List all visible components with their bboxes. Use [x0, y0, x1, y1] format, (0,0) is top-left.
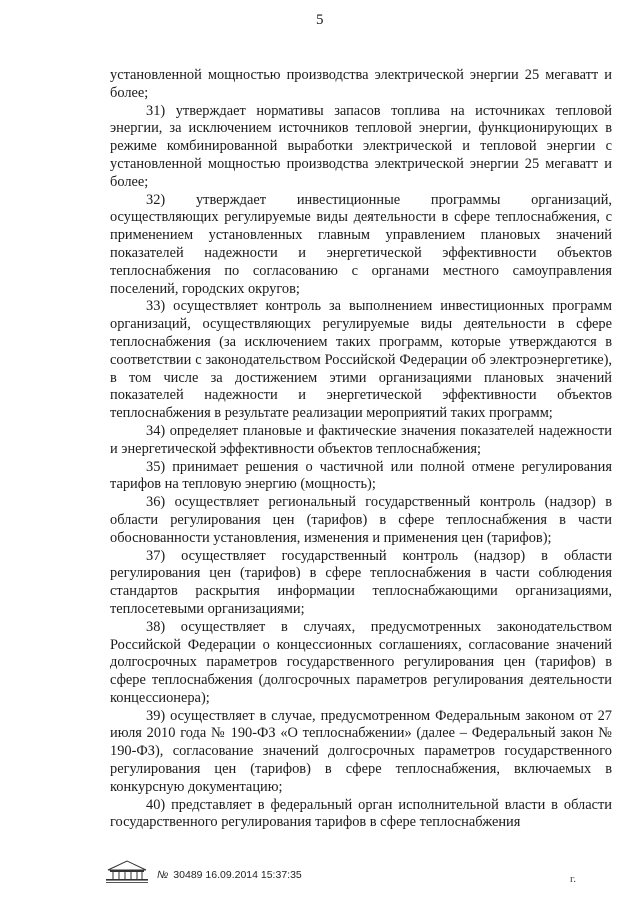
- list-item-33: 33) осуществляет контроль за выполнением инвестиционных программ организаций, осуществляющих регулируемые виды деятельности в сфере теплоснабжения (за исключением таких программ, которые утверждаются в соответствии с законодательством Российской Федерации об электроэнергетике), в том числе за достижением этими организациями плановых значений показателей надежности и энергетической эффективности объектов теплоснабжения в результате реализации мероприятий таких программ;: [110, 298, 612, 422]
- handwritten-mark: г.: [570, 873, 577, 885]
- registration-text: 30489 16.09.2014 15:37:35: [173, 869, 302, 881]
- government-building-logo-icon: [102, 857, 152, 890]
- list-item-37: 37) осуществляет государственный контроль (надзор) в области регулирования цен (тарифов) в сфере теплоснабжения в части соблюдения стандартов раскрытия информации теплоснабжающими организациями, теплосетевыми организациями;: [110, 547, 612, 617]
- list-item-31: 31) утверждает нормативы запасов топлива на источниках тепловой энергии, за исключением источников тепловой энергии, функционирующих в режиме комбинированной выработки электрической и тепловой энергии с установленной мощностью производства электрической энергии 25 мегаватт и более;: [110, 102, 612, 190]
- document-body: [110, 67, 612, 832]
- list-item-36: 36) осуществляет региональный государственный контроль (надзор) в области регулирования цен (тарифов) в сфере теплоснабжения в части обоснованности установления, изменения и применения цен (тарифов);: [110, 494, 612, 546]
- list-item-38: 38) осуществляет в случаях, предусмотренных законодательством Российской Федерации о концессионных соглашениях, согласование значений долгосрочных параметров государственного регулирования цен (тарифов) в сфере теплоснабжения (долгосрочных параметров регулирования деятельности концессионера);: [110, 618, 612, 706]
- list-item-32: 32) утверждает инвестиционные программы организаций, осуществляющих регулируемые виды деятельности в сфере теплоснабжения, с применением установленных главным управлением плановых значений показателей надежности и энергетической эффективности объектов теплоснабжения по согласованию с органами местного самоуправления поселений, городских округов;: [110, 191, 612, 297]
- list-item-39: 39) осуществляет в случае, предусмотренном Федеральным законом от 27 июля 2010 года № 190-ФЗ «О теплоснабжении» (далее – Федеральный закон № 190-ФЗ), согласование значений долгосрочных параметров государственного регулирования цен (тарифов) в сфере теплоснабжения, включаемых в конкурсную документацию;: [110, 707, 612, 795]
- page-footer: [102, 857, 622, 897]
- registration-stamp: [157, 869, 302, 881]
- list-item-34: 34) определяет плановые и фактические значения показателей надежности и энергетической эффективности объектов теплоснабжения;: [110, 422, 612, 457]
- paragraph-continuation: установленной мощностью производства электрической энергии 25 мегаватт и более;: [110, 67, 612, 101]
- page-number: 5: [316, 12, 324, 28]
- list-item-40: 40) представляет в федеральный орган исполнительной власти в области государственного регулирования тарифов в сфере теплоснабжения: [110, 796, 612, 831]
- list-item-35: 35) принимает решения о частичной или полной отмене регулирования тарифов на тепловую энергию (мощность);: [110, 458, 612, 493]
- number-sign-icon: №: [157, 869, 169, 881]
